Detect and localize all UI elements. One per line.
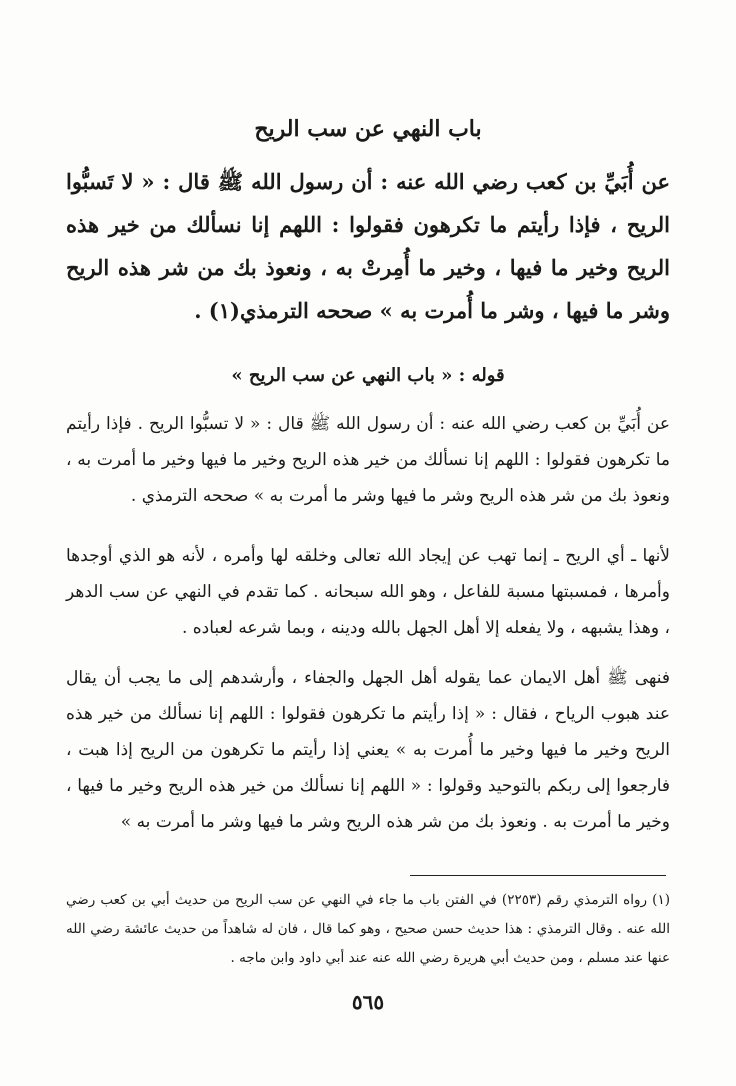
commentary-text: عن أُبَيِّ بن كعب رضي الله عنه : أن رسول الله ﷺ قال : « لا تسبُّوا الريح . فإذا رأيتم ما تكرهون فقولوا : اللهم إنا نسألك من خير هذه الريح وخير ما فيها وخير ما أمرت به ، ونعوذ بك من شر هذه الريح وشر ما فيها وشر ما أمرت به » صححه الترمذي . [66, 414, 670, 506]
hadith-text [66, 160, 670, 332]
commentary-paragraph-3 [66, 660, 670, 840]
commentary-paragraph-2 [66, 538, 670, 646]
page-number: ٥٦٥ [351, 990, 385, 1014]
footnote [66, 886, 670, 973]
footnote-text: (١) رواه الترمذي رقم (٢٢٥٣) في الفتن باب ما جاء في النهي عن سب الريح من حديث أبي بن كعب رضي الله عنه . وقال الترمذي : هذا حديث حسن صحيح ، وهو كما قال ، فان له شاهداً من حديث عائشة رضي الله عنها عند مسلم ، ومن حديث أبي هريرة رضي الله عنه عند أبي داود وابن ماجه . [66, 892, 670, 966]
footnote-divider [410, 875, 666, 876]
commentary-heading: قوله : « باب النهي عن سب الريح » [231, 365, 505, 386]
chapter-heading: باب النهي عن سب الريح [254, 116, 482, 142]
commentary-text: فنهى ﷺ أهل الايمان عما يقوله أهل الجهل والجفاء ، وأرشدهم إلى ما يجب أن يقال عند هبوب الرياح ، فقال : « إذا رأيتم ما تكرهون فقولوا : اللهم إنا نسألك من خير هذه الريح وخير ما فيها وخير ما أُمرت به » يعني إذا رأيتم ما تكرهون من الريح إذا هبت ، فارجعوا إلى ربكم بالتوحيد وقولوا : « اللهم إنا نسألك من خير هذه الريح وخير ما فيها ، وخير ما أمرت به . ونعوذ بك من شر هذه الريح وشر ما فيها وشر ما أمرت به » [66, 668, 670, 832]
commentary-paragraph-1 [66, 406, 670, 514]
hadith-paragraph: عن أُبَيِّ بن كعب رضي الله عنه : أن رسول الله ﷺ قال : « لا تَسبُّوا الريح ، فإذا رأيتم ما تكرهون فقولوا : اللهم إنا نسألك من خير هذه الريح وخير ما فيها ، وخير ما أُمِرتْ به ، ونعوذ بك من شر هذه الريح وشر ما فيها ، وشر ما أُمرت به » صححه الترمذي(١) . [66, 169, 670, 323]
commentary-text: لأنها ـ أي الريح ـ إنما تهب عن إيجاد الله تعالى وخلقه لها وأمره ، لأنه هو الذي أوجدها وأمرها ، فمسبتها مسبة للفاعل ، وهو الله سبحانه . كما تقدم في النهي عن سب الدهر ، وهذا يشبهه ، ولا يفعله إلا أهل الجهل بالله ودينه ، وبما شرعه لعباده . [66, 546, 670, 638]
